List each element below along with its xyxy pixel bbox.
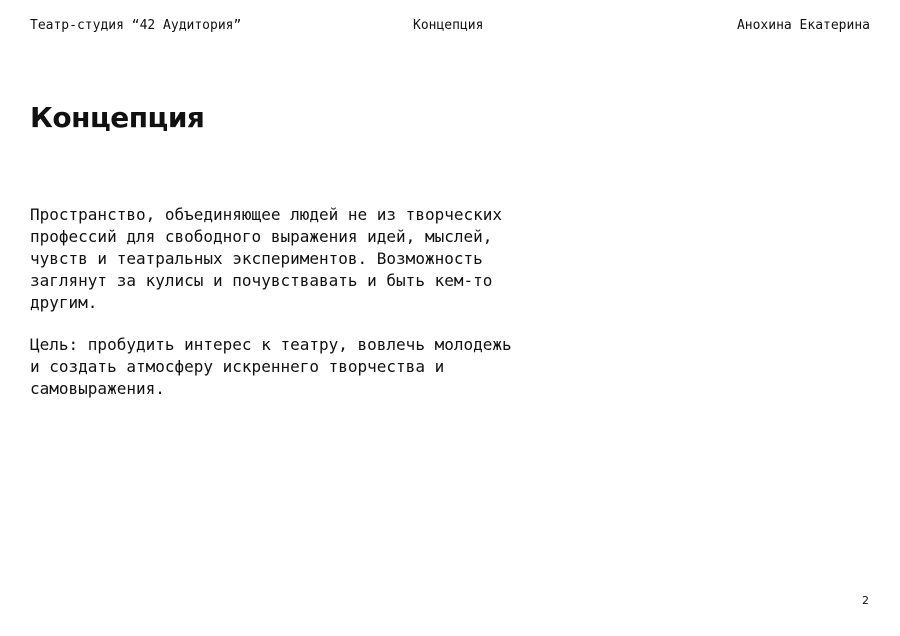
page-header <box>30 17 870 35</box>
paragraph-line: чувств и театральных экспериментов. Возможность <box>30 249 483 268</box>
page-title: Концепция <box>30 101 205 134</box>
goal-paragraph <box>30 334 550 400</box>
header-studio-name: Театр-студия “42 Аудитория” <box>30 18 242 33</box>
paragraph-line: профессий для свободного выражения идей, мыслей, <box>30 227 493 246</box>
paragraph-line: заглянут за кулисы и почувствавать и быть кем-то <box>30 271 493 290</box>
paragraph-line: и создать атмосферу искреннего творчества и <box>30 357 445 376</box>
header-author-name: Анохина Екатерина <box>736 18 870 33</box>
concept-paragraph <box>30 204 550 314</box>
paragraph-line: самовыражения. <box>30 379 165 398</box>
paragraph-line: Цель: пробудить интерес к театру, вовлечь молодежь <box>30 335 512 354</box>
header-section-title: Концепция <box>413 18 484 33</box>
paragraph-line: Пространство, объединяющее людей не из творческих <box>30 205 503 224</box>
paragraph-line: другим. <box>30 293 98 312</box>
page-number: 2 <box>862 594 869 607</box>
